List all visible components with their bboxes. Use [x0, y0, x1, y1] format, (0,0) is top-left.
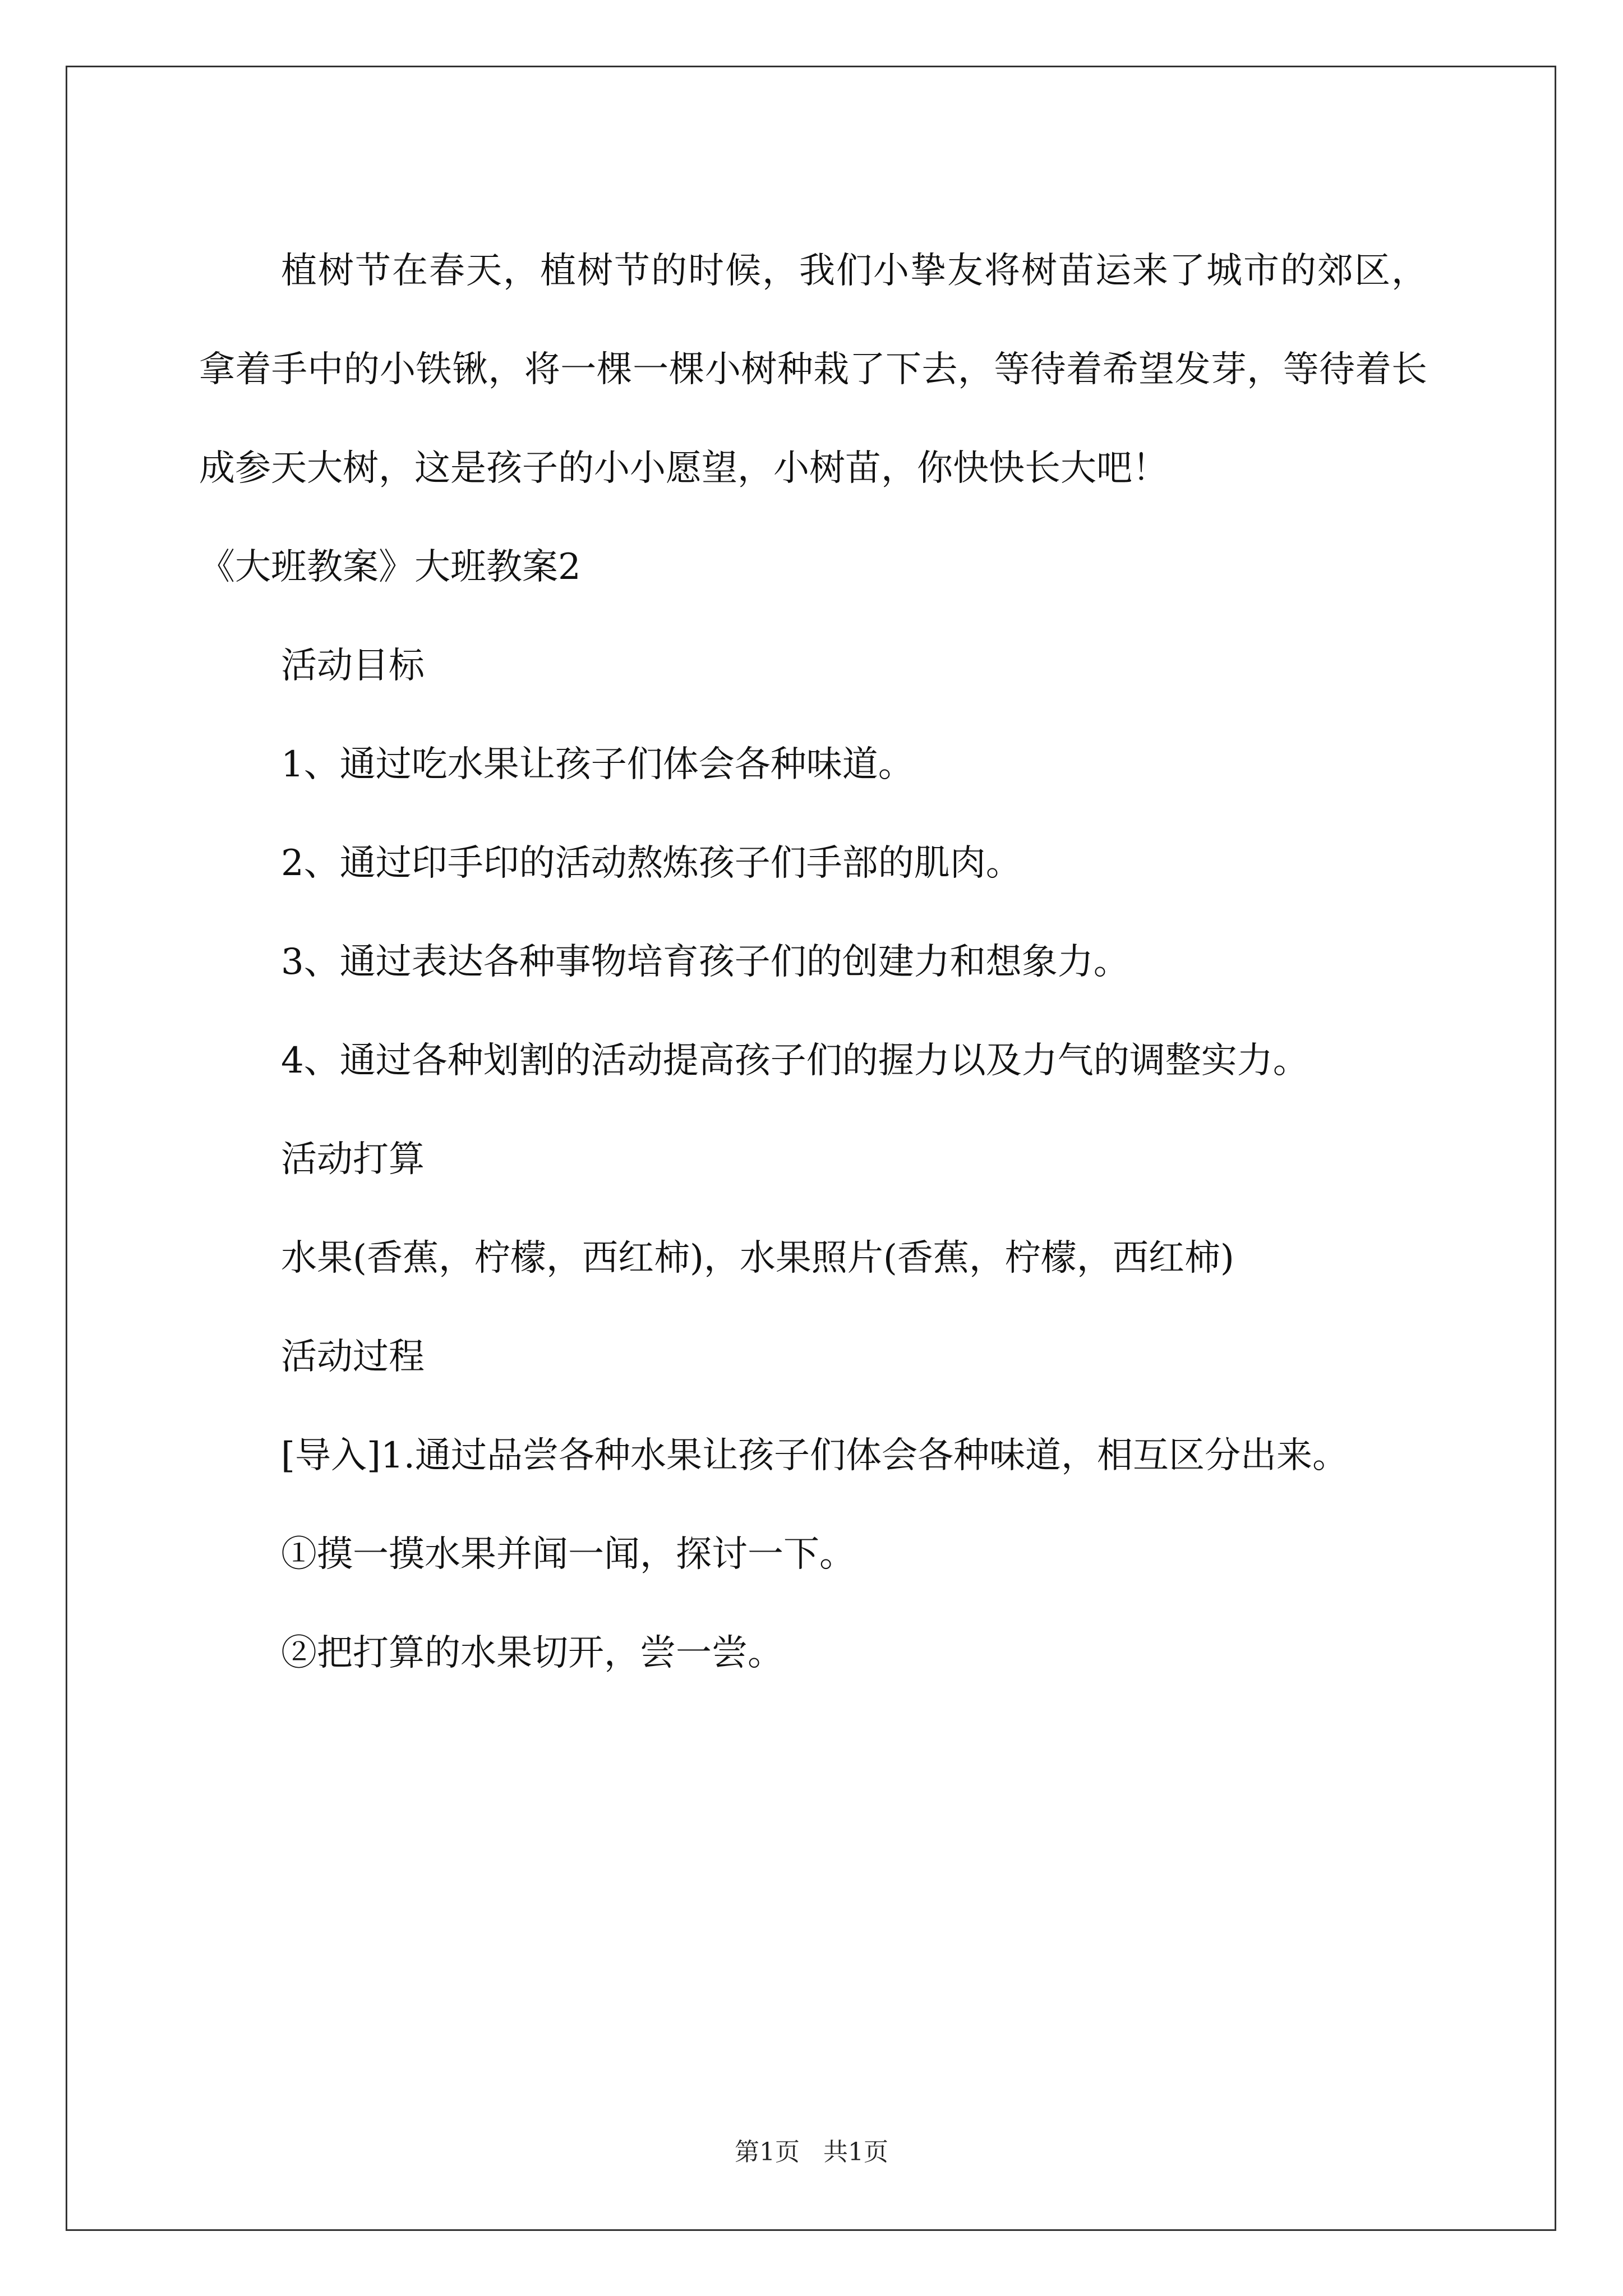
heading-activity-process: 活动过程 — [281, 1336, 425, 1378]
process-intro: [导入]1.通过品尝各种水果让孩子们体会各种味道，相互区分出来。 — [281, 1435, 1348, 1476]
document-body — [199, 222, 1427, 1703]
page-footer: 第1页 共1页 — [735, 2138, 888, 2166]
paragraph-tree-planting: 植树节在春天，植树节的时候，我们小挚友将树苗运来了城市的郊区，拿着手中的小铁锹，将一棵一棵小树种栽了下去，等待着希望发芽，等待着长成参天大树，这是孩子的小小愿望，小树苗，你快快长大吧！ — [199, 250, 1427, 489]
process-step-1: ①摸一摸水果并闻一闻，探讨一下。 — [281, 1534, 855, 1575]
goal-item-4: 4、通过各种划割的活动提高孩子们的握力以及力气的调整实力。 — [281, 1040, 1309, 1082]
goal-item-2: 2、通过印手印的活动熬炼孩子们手部的肌肉。 — [281, 843, 1022, 884]
preparation-materials: 水果(香蕉，柠檬，西红柿)，水果照片(香蕉，柠檬，西红柿) — [281, 1237, 1234, 1279]
goal-item-3: 3、通过表达各种事物培育孩子们的创建力和想象力。 — [281, 941, 1129, 983]
process-step-2: ②把打算的水果切开，尝一尝。 — [281, 1632, 783, 1674]
heading-activity-goals: 活动目标 — [281, 645, 425, 687]
section-title: 《大班教案》大班教案2 — [199, 546, 581, 588]
heading-activity-preparation: 活动打算 — [281, 1139, 425, 1180]
goal-item-1: 1、通过吃水果让孩子们体会各种味道。 — [281, 744, 914, 785]
